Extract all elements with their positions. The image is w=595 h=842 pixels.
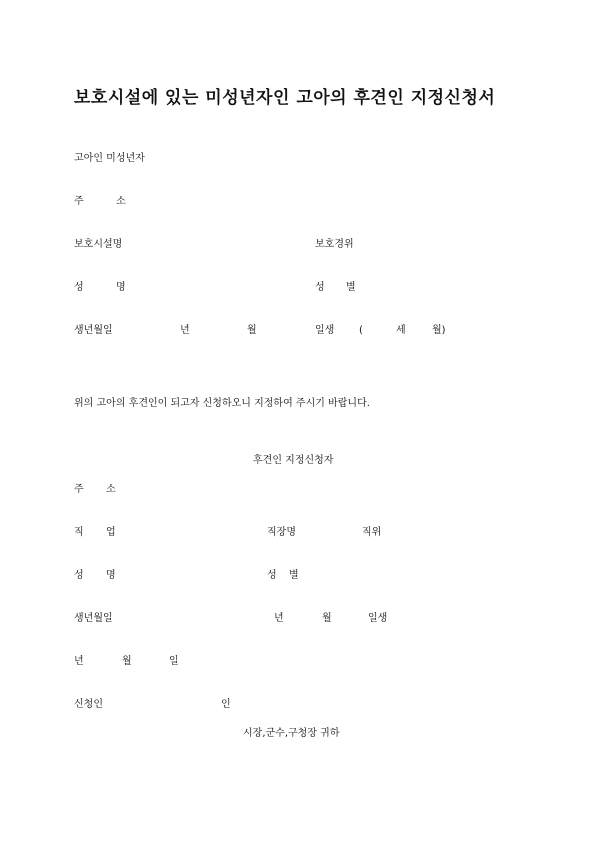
ward-birth-day: 일생 — [315, 325, 335, 336]
applicant-position-label: 직위 — [362, 527, 382, 538]
ward-address-label-char1: 주 — [74, 196, 84, 207]
applicant-sex-label-char1: 성 — [267, 570, 277, 581]
applicant-address-label-char1: 주 — [74, 484, 84, 495]
applicant-workplace-label: 직장명 — [267, 527, 296, 538]
ward-age-months: 월) — [432, 325, 446, 336]
ward-name-label-char2: 명 — [116, 282, 126, 293]
applicant-birth-day: 일생 — [368, 613, 388, 624]
application-date-day: 일 — [169, 656, 179, 667]
application-date-month: 월 — [122, 656, 132, 667]
ward-sex-label-char2: 별 — [346, 282, 356, 293]
applicant-job-label-char2: 업 — [106, 527, 116, 538]
ward-address-label-char2: 소 — [116, 196, 126, 207]
ward-age-paren-open: ( — [359, 325, 363, 336]
recipient-line: 시장,군수,구청장 귀하 — [243, 728, 340, 739]
signature-applicant-label: 신청인 — [74, 699, 103, 710]
application-statement: 위의 고아의 후견인이 되고자 신청하오니 지정하여 주시기 바랍니다. — [74, 398, 370, 409]
application-date-year: 년 — [74, 656, 84, 667]
applicant-sex-label-char2: 별 — [289, 570, 299, 581]
applicant-name-label-char2: 명 — [106, 570, 116, 581]
applicant-birth-year: 년 — [274, 613, 284, 624]
applicant-birth-month: 월 — [322, 613, 332, 624]
ward-facility-name-label: 보호시설명 — [74, 239, 123, 250]
ward-birth-month: 월 — [247, 325, 257, 336]
applicant-name-label-char1: 성 — [74, 570, 84, 581]
ward-birth-label: 생년월일 — [74, 325, 113, 336]
ward-birth-year: 년 — [180, 325, 190, 336]
applicant-birth-label: 생년월일 — [74, 613, 113, 624]
ward-sex-label-char1: 성 — [315, 282, 325, 293]
ward-custody-history-label: 보호경위 — [315, 239, 354, 250]
applicant-job-label-char1: 직 — [74, 527, 84, 538]
ward-name-label-char1: 성 — [74, 282, 84, 293]
signature-seal-mark: 인 — [221, 699, 231, 710]
ward-section-label: 고아인 미성년자 — [74, 153, 145, 164]
ward-age-years: 세 — [396, 325, 406, 336]
applicant-section-label: 후견인 지정신청자 — [253, 455, 334, 466]
applicant-address-label-char2: 소 — [106, 484, 116, 495]
document-title: 보호시설에 있는 미성년자인 고아의 후견인 지정신청서 — [74, 88, 496, 108]
